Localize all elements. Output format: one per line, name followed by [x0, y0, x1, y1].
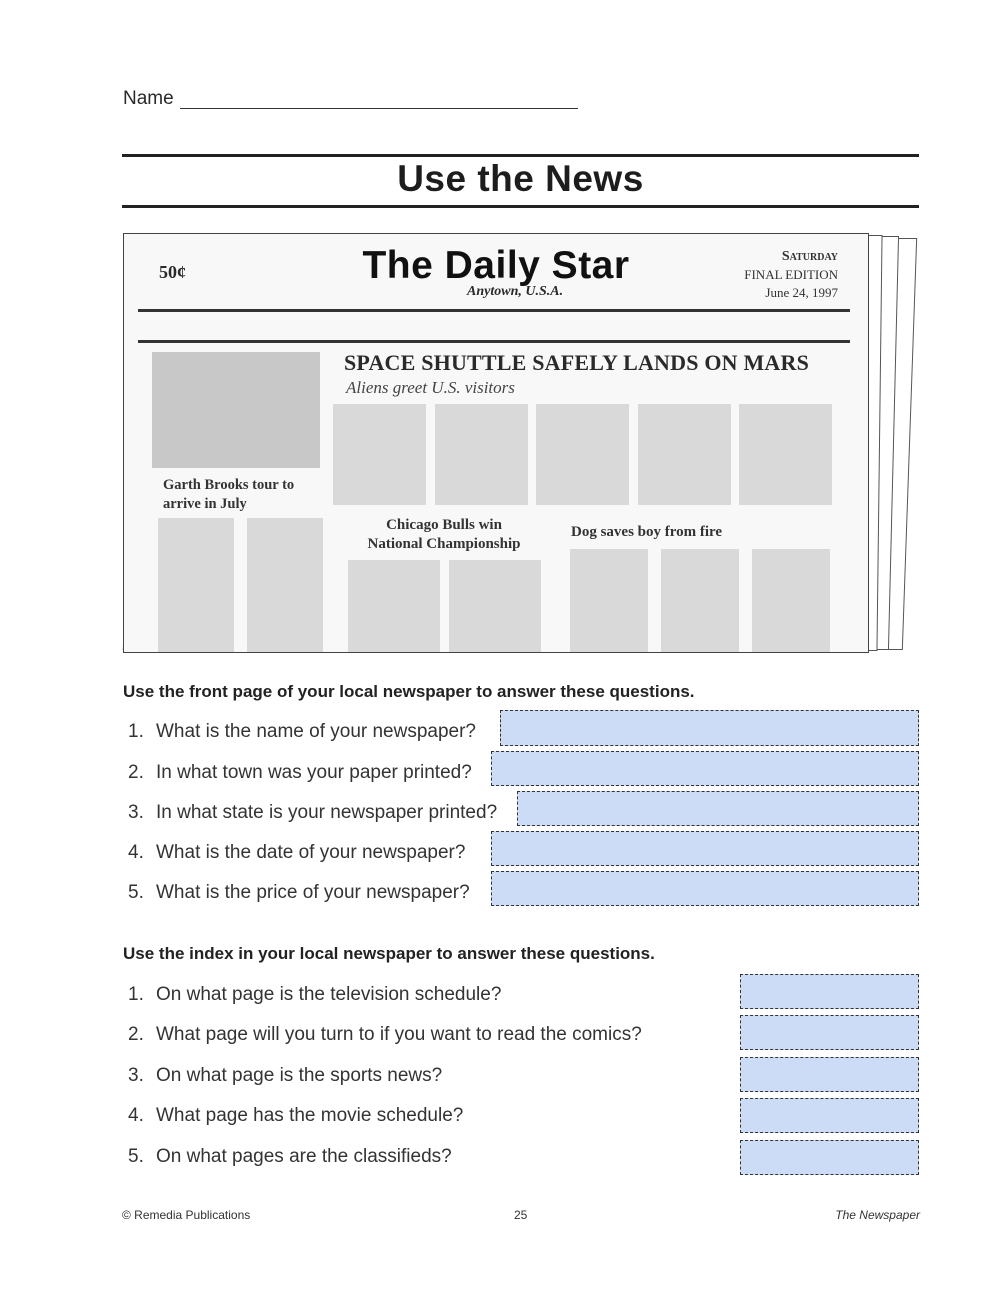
footer-publisher: © Remedia Publications	[122, 1208, 251, 1222]
question-text: What page will you turn to if you want to read the comics?	[156, 1024, 642, 1045]
newspaper-date: June 24, 1997	[765, 285, 838, 300]
question-row	[128, 1105, 463, 1127]
story-headline-bulls	[344, 516, 544, 554]
text-column	[348, 560, 440, 652]
text-column	[661, 549, 739, 652]
text-column	[333, 404, 426, 505]
answer-field-comics-page[interactable]	[740, 1015, 919, 1050]
question-text: On what page is the sports news?	[156, 1065, 443, 1086]
question-row	[128, 842, 465, 864]
answer-field-town[interactable]	[491, 751, 919, 786]
question-text: In what town was your paper printed?	[156, 762, 472, 783]
section2-heading: Use the index in your local newspaper to answer these questions.	[123, 944, 655, 963]
answer-field-price[interactable]	[491, 871, 919, 906]
question-text: What is the price of your newspaper?	[156, 882, 470, 903]
story-headline-garth: Garth Brooks tour to arrive in July	[163, 477, 295, 512]
text-column	[449, 560, 541, 652]
newspaper-masthead: The Daily Star	[362, 244, 630, 287]
footer-page-number: 25	[514, 1208, 528, 1222]
question-number: 3.	[128, 802, 144, 823]
question-number: 4.	[128, 1105, 144, 1126]
footer-book-title: The Newspaper	[835, 1208, 920, 1222]
question-row	[128, 802, 497, 824]
answer-field-movie-page[interactable]	[740, 1098, 919, 1133]
answer-field-date[interactable]	[491, 831, 919, 866]
text-column	[536, 404, 629, 505]
newspaper-meta	[744, 248, 838, 302]
question-number: 4.	[128, 842, 144, 863]
text-column	[739, 404, 832, 505]
section1-heading: Use the front page of your local newspaper to answer these questions.	[123, 682, 695, 701]
question-number: 2.	[128, 1024, 144, 1045]
question-number: 5.	[128, 882, 144, 903]
story-headline-bulls-line2: National Championship	[367, 536, 521, 552]
answer-field-sports-page[interactable]	[740, 1057, 919, 1092]
main-subheadline: Aliens greet U.S. visitors	[346, 378, 515, 397]
question-number: 5.	[128, 1146, 144, 1167]
newspaper-illustration	[123, 233, 869, 653]
photo-placeholder	[152, 352, 320, 468]
text-column	[247, 518, 323, 652]
question-number: 1.	[128, 721, 144, 742]
text-column	[570, 549, 648, 652]
page-title: Use the News	[397, 158, 644, 199]
answer-field-state[interactable]	[517, 791, 919, 826]
question-text: On what pages are the classifieds?	[156, 1146, 452, 1167]
question-number: 3.	[128, 1065, 144, 1086]
text-column	[435, 404, 528, 505]
headline-rule	[138, 340, 850, 343]
question-row	[128, 1146, 452, 1168]
question-row	[128, 882, 470, 904]
name-line	[180, 108, 578, 109]
title-top-rule	[122, 154, 919, 157]
newspaper-day: Saturday	[781, 249, 838, 264]
question-row	[128, 984, 501, 1006]
masthead-rule	[138, 309, 850, 312]
answer-field-tv-page[interactable]	[740, 974, 919, 1009]
name-label: Name	[123, 88, 174, 109]
question-number: 1.	[128, 984, 144, 1005]
question-text: What is the date of your newspaper?	[156, 842, 466, 863]
question-row	[128, 1065, 442, 1087]
answer-field-classifieds-pages[interactable]	[740, 1140, 919, 1175]
question-text: In what state is your newspaper printed?	[156, 802, 498, 823]
story-headline-dog: Dog saves boy from fire	[571, 524, 723, 540]
question-row	[128, 762, 472, 784]
story-headline-bulls-line1: Chicago Bulls win	[386, 517, 502, 533]
question-row	[128, 1024, 642, 1046]
newspaper-town: Anytown, U.S.A.	[467, 284, 564, 299]
text-column	[638, 404, 731, 505]
question-row	[128, 721, 476, 743]
question-text: On what page is the television schedule?	[156, 984, 502, 1005]
text-column	[752, 549, 830, 652]
newspaper-price: 50¢	[159, 262, 186, 282]
answer-field-newspaper-name[interactable]	[500, 710, 919, 746]
text-column	[158, 518, 234, 652]
question-text: What is the name of your newspaper?	[156, 721, 477, 742]
question-number: 2.	[128, 762, 144, 783]
main-headline: SPACE SHUTTLE SAFELY LANDS ON MARS	[344, 350, 810, 375]
question-text: What page has the movie schedule?	[156, 1105, 464, 1126]
newspaper-edition: FINAL EDITION	[744, 267, 838, 282]
title-bottom-rule	[122, 205, 919, 208]
